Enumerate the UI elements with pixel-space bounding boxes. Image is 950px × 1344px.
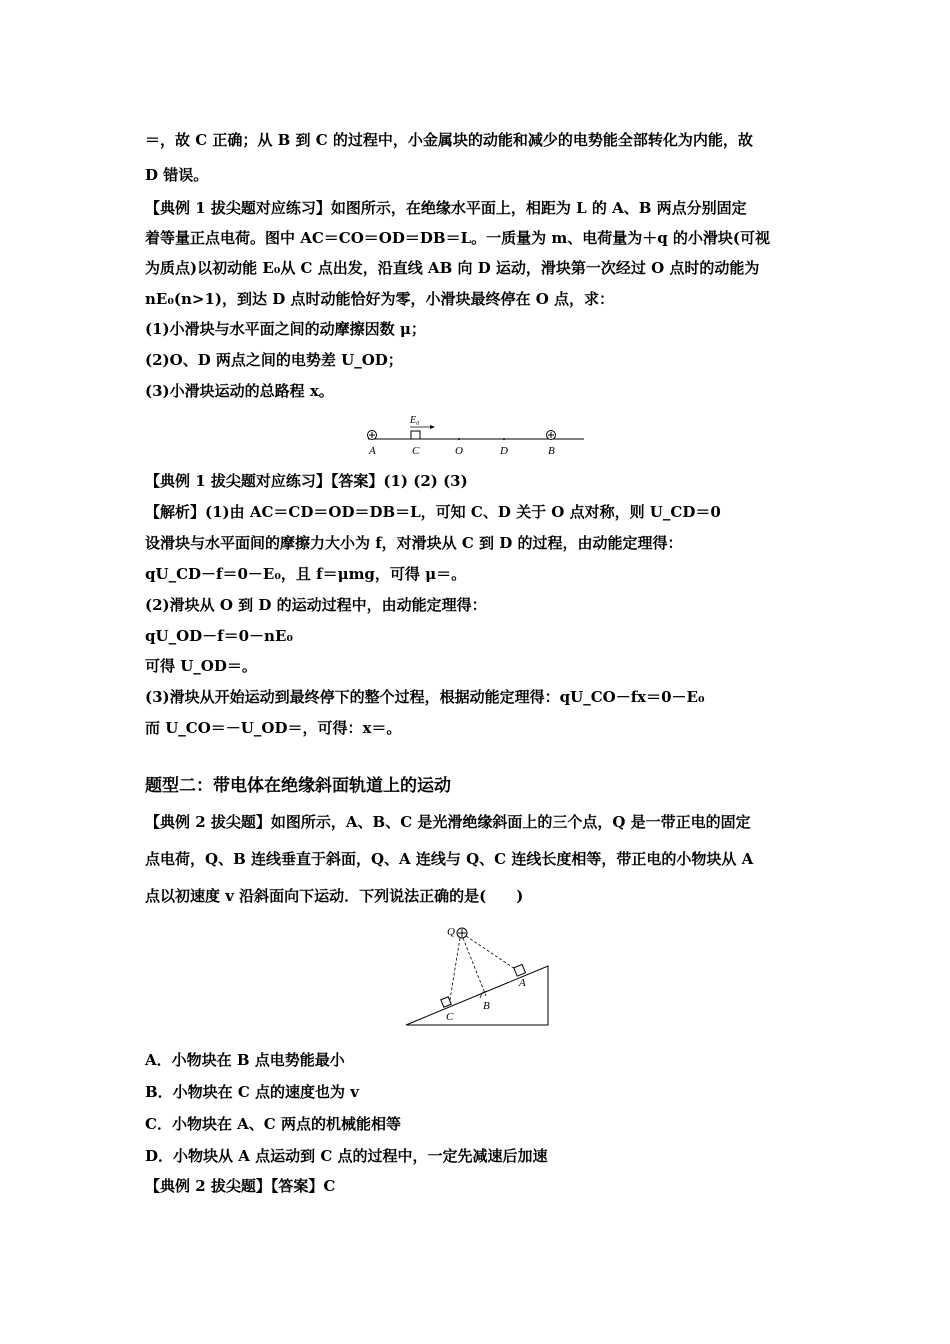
point-label-q: Q bbox=[447, 926, 455, 938]
text-line: 着等量正点电荷。图中 AC＝CO＝OD＝DB＝L。一质量为 m、电荷量为＋q 的小滑块(可视 bbox=[145, 229, 771, 247]
figure-horizontal-charges bbox=[360, 412, 590, 460]
text-line: nE₀(n>1)，到达 D 点时动能恰好为零，小滑块最终停在 O 点，求： bbox=[145, 290, 614, 308]
analysis-line: qU_CD－f＝0－E₀，且 f＝μmg，可得 μ＝。 bbox=[145, 565, 467, 583]
point-label-d: D bbox=[500, 445, 508, 457]
question-part: (3)小滑块运动的总路程 x。 bbox=[145, 382, 334, 400]
point-label-c: C bbox=[446, 1011, 454, 1023]
point-label-b: B bbox=[548, 445, 555, 457]
option-b: B．小物块在 C 点的速度也为 v bbox=[145, 1083, 360, 1101]
answer-line: 【典例 1 拔尖题对应练习】【答案】(1) (2) (3) bbox=[145, 472, 468, 490]
answer-line: 【典例 2 拔尖题】【答案】C bbox=[145, 1177, 336, 1195]
text-line: ＝，故 C 正确；从 B 到 C 的过程中，小金属块的动能和减少的电势能全部转化为内能，故 bbox=[145, 131, 753, 149]
analysis-line: 【解析】(1)由 AC＝CD＝OD＝DB＝L，可知 C、D 关于 O 点对称，则 U_CD＝0 bbox=[145, 503, 721, 521]
option-c: C．小物块在 A、C 两点的机械能相等 bbox=[145, 1115, 401, 1133]
analysis-line: (2)滑块从 O 到 D 的运动过程中，由动能定理得： bbox=[145, 596, 487, 614]
point-label-c: C bbox=[412, 445, 420, 457]
text-line: 【典例 2 拔尖题】如图所示，A、B、C 是光滑绝缘斜面上的三个点，Q 是一带正电的固定 bbox=[145, 813, 751, 831]
analysis-line: qU_OD－f＝0－nE₀ bbox=[145, 627, 293, 645]
question-part: (1)小滑块与水平面之间的动摩擦因数 μ； bbox=[145, 320, 426, 338]
text-line: 【典例 1 拔尖题对应练习】如图所示，在绝缘水平面上，相距为 L 的 A、B 两点分别固定 bbox=[145, 199, 747, 217]
analysis-line: 而 U_CO＝－U_OD＝，可得：x＝。 bbox=[145, 719, 402, 737]
point-label-a: A bbox=[519, 977, 526, 989]
text-line: 点电荷，Q、B 连线垂直于斜面，Q、A 连线与 Q、C 连线长度相等，带正电的小物块从 A bbox=[145, 850, 754, 868]
section-heading: 题型二：带电体在绝缘斜面轨道上的运动 bbox=[145, 776, 451, 796]
point-label-b: B bbox=[483, 1000, 490, 1012]
text-line: 为质点)以初动能 E₀从 C 点出发，沿直线 AB 向 D 运动，滑块第一次经过 O 点时的动能为 bbox=[145, 259, 760, 277]
text-line: 点以初速度 v 沿斜面向下运动．下列说法正确的是( ) bbox=[145, 887, 524, 905]
energy-label: E₀ bbox=[410, 415, 420, 426]
point-label-o: O bbox=[455, 445, 463, 457]
analysis-line: (3)滑块从开始运动到最终停下的整个过程，根据动能定理得：qU_CO－fx＝0－E₀ bbox=[145, 688, 705, 706]
figure-incline bbox=[400, 918, 560, 1030]
text-line: D 错误。 bbox=[145, 166, 209, 184]
option-d: D．小物块从 A 点运动到 C 点的过程中，一定先减速后加速 bbox=[145, 1147, 548, 1165]
analysis-line: 可得 U_OD＝。 bbox=[145, 657, 257, 675]
point-label-a: A bbox=[369, 445, 376, 457]
question-part: (2)O、D 两点之间的电势差 U_OD； bbox=[145, 351, 403, 369]
option-a: A．小物块在 B 点电势能最小 bbox=[145, 1051, 345, 1069]
analysis-line: 设滑块与水平面间的摩擦力大小为 f，对滑块从 C 到 D 的过程，由动能定理得： bbox=[145, 534, 683, 552]
